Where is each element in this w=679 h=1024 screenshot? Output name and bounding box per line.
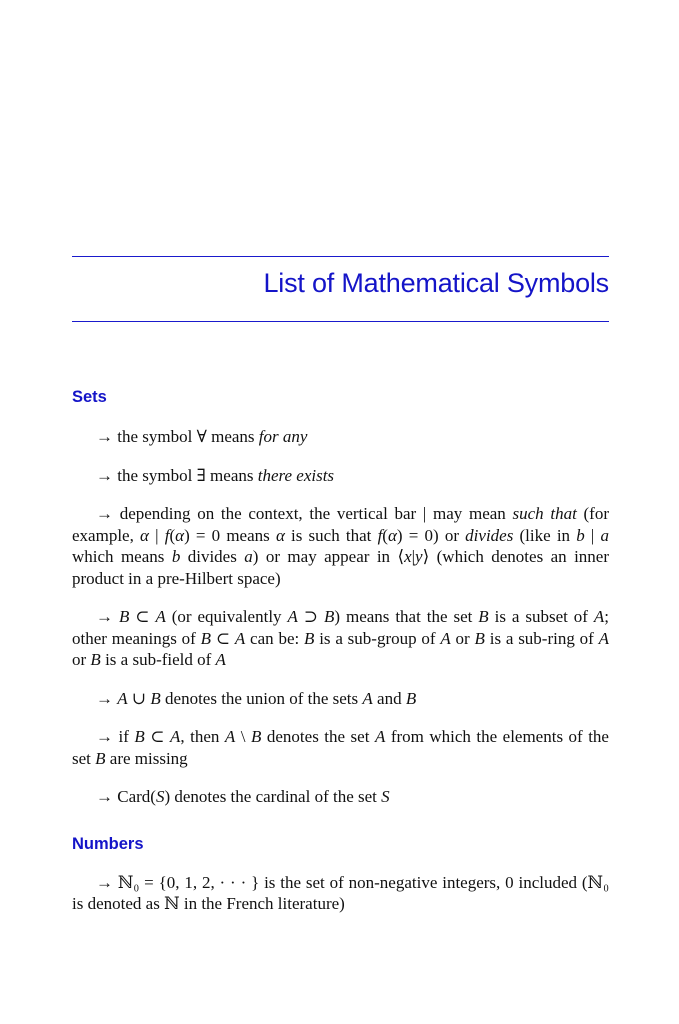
paragraph: → A ∪ B denotes the union of the sets A and B — [96, 688, 417, 708]
math-variable: B — [134, 727, 145, 746]
math-variable: B — [474, 628, 485, 648]
math-variable: f — [164, 525, 170, 545]
math-variable: f — [377, 525, 383, 545]
paragraph: → the symbol ∃ means there exists — [96, 465, 335, 485]
math-variable: B — [304, 628, 315, 648]
math-variable: a — [244, 547, 253, 566]
math-variable: α — [275, 525, 285, 545]
math-variable: A — [374, 727, 386, 746]
math-variable: A — [224, 727, 236, 746]
emphasis-text: for any — [258, 427, 308, 446]
title-rule-bottom — [72, 321, 609, 322]
math-variable: S — [381, 787, 390, 806]
math-variable: a — [600, 525, 609, 545]
paragraph: → if B ⊂ A, then A \ B denotes the set A from which the elements of the set B are missing — [72, 727, 609, 768]
math-variable: A — [598, 628, 609, 648]
math-variable: A — [234, 628, 246, 648]
chapter-title: List of Mathematical Symbols — [263, 268, 609, 298]
page-body — [72, 387, 609, 915]
title-rule-top — [72, 256, 609, 257]
math-variable: A — [593, 607, 605, 626]
math-variable: y — [415, 547, 423, 566]
paragraph: → the symbol ∀ means for any — [96, 427, 308, 446]
math-variable: B — [251, 727, 262, 746]
math-variable: B — [323, 607, 335, 626]
math-variable: α — [387, 525, 397, 545]
math-variable: B — [478, 607, 489, 626]
section-heading-sets: Sets — [72, 388, 107, 406]
section-numbers — [72, 834, 609, 915]
math-variable: A — [215, 650, 226, 669]
math-variable: α — [140, 525, 149, 545]
math-variable: B — [118, 607, 130, 626]
math-variable: A — [362, 688, 373, 708]
section-sets — [72, 387, 609, 808]
paragraph: → depending on the context, the vertical bar | may mean such that (for example, α | f(α) = 0 means α is such that f(α) = 0) or divides (like in b | a which means b divides a) or may appear in ⟨x|y⟩ (which denotes an inner product in a pre-Hilbert space) — [72, 504, 610, 588]
emphasis-text: such that — [512, 504, 577, 523]
emphasis-text: divides — [465, 525, 514, 545]
math-variable: B — [405, 688, 417, 708]
math-variable: α — [175, 525, 185, 545]
section-heading-numbers: Numbers — [72, 834, 144, 853]
math-variable: A — [117, 688, 128, 708]
math-variable: A — [440, 628, 451, 648]
paragraph: → Card(S) denotes the cardinal of the set S — [96, 787, 390, 806]
emphasis-text: there exists — [257, 465, 335, 485]
math-variable: B — [150, 688, 161, 708]
math-variable: A — [155, 607, 166, 626]
math-variable: S — [155, 787, 165, 806]
math-variable: b — [171, 547, 181, 566]
math-variable: A — [287, 607, 298, 626]
math-variable: b — [576, 525, 585, 545]
paragraph: → B ⊂ A (or equivalently A ⊃ B) means that the set B is a subset of A; other meanings of B ⊂ A can be: B is a sub-group of A or B is a sub-ring of A or B is a sub-field of A — [72, 607, 609, 669]
math-variable: x — [404, 547, 412, 566]
math-variable: A — [170, 727, 181, 746]
math-variable: B — [200, 628, 212, 648]
math-variable: B — [90, 650, 101, 669]
math-variable: B — [95, 748, 106, 768]
paragraph: → ℕ₀ = {0, 1, 2, · · · } is the set of non-negative integers, 0 included (ℕ₀ is denoted as ℕ in the French literature) — [72, 872, 609, 913]
